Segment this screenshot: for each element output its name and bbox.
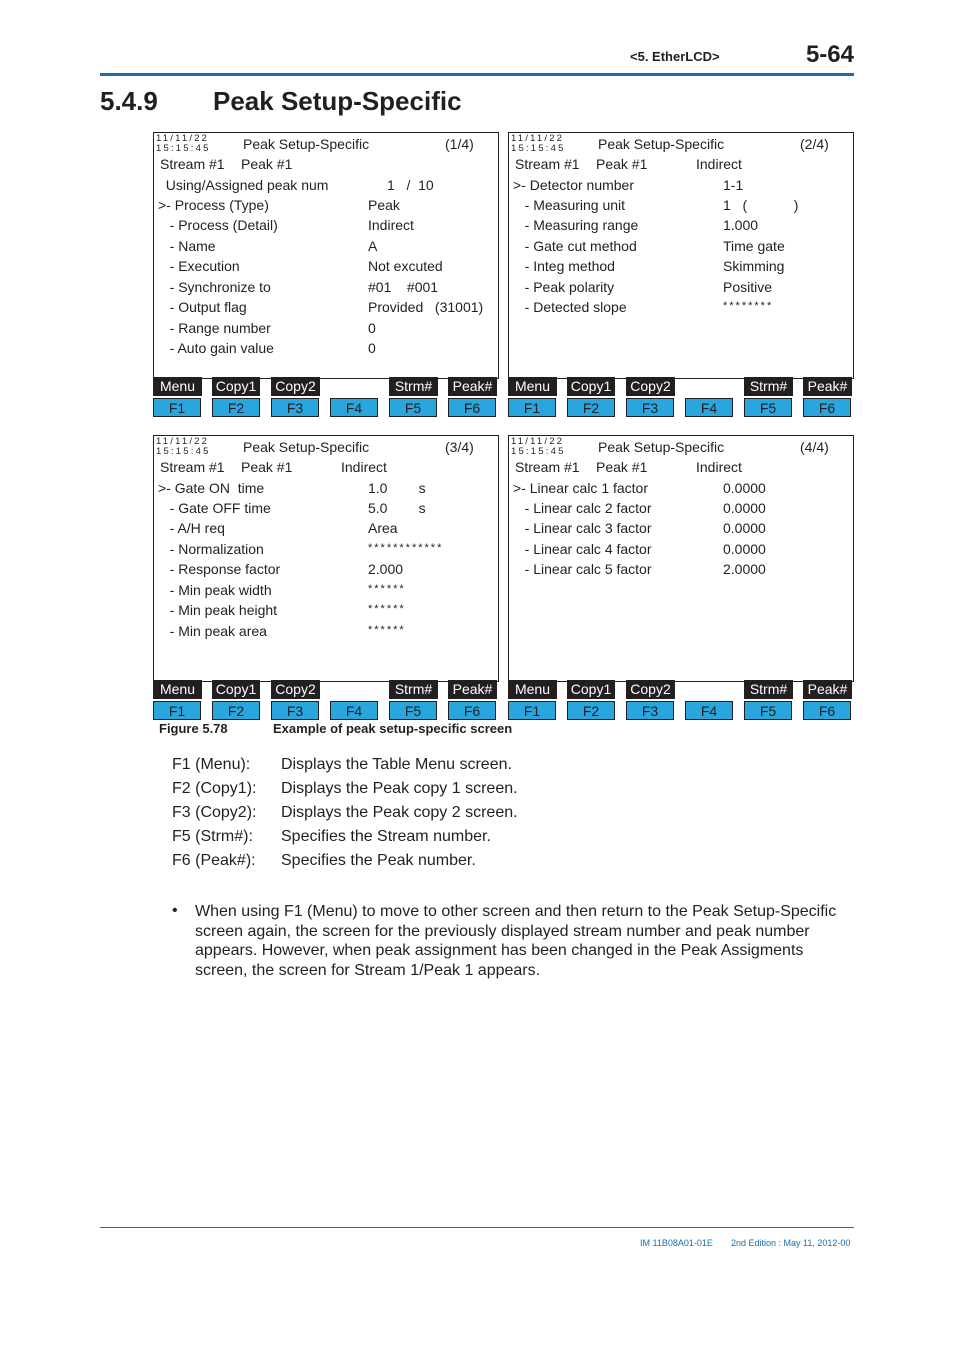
param-value[interactable]: A: [368, 238, 378, 254]
fkey-f6[interactable]: F6: [448, 398, 496, 417]
param-label[interactable]: - Response factor: [158, 561, 281, 577]
fkey-f3[interactable]: F3: [271, 398, 319, 417]
param-value[interactable]: Skimming: [723, 258, 785, 274]
lcd-display: [153, 132, 499, 379]
fkey-f1[interactable]: F1: [508, 398, 556, 417]
fkey-f2[interactable]: F2: [567, 398, 615, 417]
peak-setup-screen: [508, 435, 854, 722]
param-value[interactable]: 0: [368, 340, 376, 356]
peak-label: Peak #1: [596, 459, 648, 475]
param-value[interactable]: 0.0000: [723, 500, 766, 516]
function-key-name: F2 (Copy1):: [172, 780, 257, 797]
fkey-f4[interactable]: F4: [330, 398, 378, 417]
softkey-copy2[interactable]: Copy2: [626, 377, 675, 396]
param-value[interactable]: Not excuted: [368, 258, 443, 274]
header-rule: [100, 73, 854, 76]
param-label[interactable]: - Normalization: [158, 541, 264, 557]
softkey-copy2[interactable]: Copy2: [626, 680, 675, 699]
lcd-display: [508, 132, 854, 379]
param-value[interactable]: 1 / 10: [387, 177, 434, 193]
param-value[interactable]: 0.0000: [723, 541, 766, 557]
fkey-f5[interactable]: F5: [744, 701, 792, 720]
param-value[interactable]: Indirect: [368, 217, 414, 233]
note-text: When using F1 (Menu) to move to other screen and then return to the Peak Setup-Specific screen again, the screen for the previously displayed stream number and peak number appears. However, when peak assignment has been changed in the Peak Assigments screen, the screen for Stream 1/Peak 1 appears.: [195, 903, 837, 979]
function-key-name: F5 (Strm#):: [172, 828, 253, 845]
param-value[interactable]: 2.0000: [723, 561, 766, 577]
softkey-copy2[interactable]: Copy2: [271, 377, 320, 396]
peak-label: Peak #1: [241, 459, 293, 475]
fkey-f1[interactable]: F1: [153, 701, 201, 720]
stream-label: Stream #1: [515, 459, 580, 475]
mode-label: Indirect: [341, 459, 387, 475]
param-label[interactable]: - Process (Detail): [158, 217, 278, 233]
screen-title: Peak Setup-Specific: [243, 439, 370, 455]
param-label[interactable]: - Output flag: [158, 299, 247, 315]
softkey-strm-num[interactable]: Strm#: [389, 680, 438, 699]
page-indicator: (2/4): [800, 136, 829, 152]
peak-label: Peak #1: [241, 156, 293, 172]
param-label[interactable]: - Name: [158, 238, 216, 254]
function-key-description: Displays the Table Menu screen.: [281, 756, 512, 773]
stream-label: Stream #1: [160, 156, 225, 172]
param-label[interactable]: >- Process (Type): [158, 197, 269, 213]
fkey-f6[interactable]: F6: [803, 701, 851, 720]
note-bullet: •: [172, 902, 178, 919]
param-value[interactable]: 1.0 s: [368, 480, 426, 496]
param-value[interactable]: 1-1: [723, 177, 744, 193]
param-label[interactable]: - Measuring range: [513, 217, 639, 233]
screen-title: Peak Setup-Specific: [598, 136, 725, 152]
param-value[interactable]: 0.0000: [723, 480, 766, 496]
param-label[interactable]: - Gate cut method: [513, 238, 637, 254]
softkey-peak-num[interactable]: Peak#: [448, 377, 497, 396]
param-label[interactable]: - Gate OFF time: [158, 500, 271, 516]
function-key-name: F6 (Peak#):: [172, 852, 256, 869]
param-label[interactable]: - Peak polarity: [513, 279, 615, 295]
param-value[interactable]: ************: [368, 542, 444, 554]
page-indicator: (1/4): [445, 136, 474, 152]
param-value[interactable]: ******: [368, 624, 406, 636]
function-key-description: Specifies the Peak number.: [281, 852, 476, 869]
fkey-f1[interactable]: F1: [508, 701, 556, 720]
param-label[interactable]: - Range number: [158, 320, 271, 336]
chapter-label: <5. EtherLCD>: [630, 49, 720, 64]
page-indicator: (3/4): [445, 439, 474, 455]
param-label[interactable]: - A/H req: [158, 520, 225, 536]
softkey-strm-num[interactable]: Strm#: [389, 377, 438, 396]
param-label[interactable]: - Min peak width: [158, 582, 272, 598]
fkey-f2[interactable]: F2: [212, 398, 260, 417]
softkey-peak-num[interactable]: Peak#: [448, 680, 497, 699]
screen-title: Peak Setup-Specific: [598, 439, 725, 455]
footer-doc-number: IM 11B08A01-01E: [640, 1238, 713, 1248]
page-number: 5-64: [805, 41, 854, 68]
param-value[interactable]: ********: [723, 300, 774, 312]
fkey-f3[interactable]: F3: [271, 701, 319, 720]
function-key-name: F3 (Copy2):: [172, 804, 257, 821]
softkey-copy2[interactable]: Copy2: [271, 680, 320, 699]
softkey-strm-num[interactable]: Strm#: [744, 377, 793, 396]
fkey-f2[interactable]: F2: [567, 701, 615, 720]
softkey-copy1[interactable]: Copy1: [567, 377, 615, 396]
stream-label: Stream #1: [160, 459, 225, 475]
fkey-f2[interactable]: F2: [212, 701, 260, 720]
function-key-description: Specifies the Stream number.: [281, 828, 491, 845]
section-number: 5.4.9: [100, 86, 158, 116]
peak-label: Peak #1: [596, 156, 648, 172]
param-value[interactable]: ******: [368, 603, 406, 615]
param-label[interactable]: - Auto gain value: [158, 340, 274, 356]
param-label[interactable]: >- Linear calc 1 factor: [513, 480, 649, 496]
param-value[interactable]: #01 #001: [368, 279, 439, 295]
fkey-f3[interactable]: F3: [626, 398, 674, 417]
param-value[interactable]: Provided (31001): [368, 299, 484, 315]
fkey-f5[interactable]: F5: [389, 701, 437, 720]
param-value[interactable]: Time gate: [723, 238, 785, 254]
param-label[interactable]: - Min peak area: [158, 623, 267, 639]
stream-label: Stream #1: [515, 156, 580, 172]
param-value[interactable]: 2.000: [368, 561, 404, 577]
fkey-f4[interactable]: F4: [685, 398, 733, 417]
page-indicator: (4/4): [800, 439, 829, 455]
param-label[interactable]: - Synchronize to: [158, 279, 271, 295]
param-label[interactable]: - Min peak height: [158, 602, 278, 618]
softkey-copy1[interactable]: Copy1: [212, 377, 260, 396]
param-value[interactable]: Peak: [368, 197, 400, 213]
softkey-copy1[interactable]: Copy1: [212, 680, 260, 699]
footer-rule: [100, 1227, 854, 1228]
figure-caption: Example of peak setup-specific screen: [273, 721, 513, 736]
softkey-menu[interactable]: Menu: [508, 377, 557, 396]
param-value[interactable]: 0.0000: [723, 520, 766, 536]
peak-setup-screen: [153, 132, 499, 419]
param-label[interactable]: Using/Assigned peak num: [158, 177, 329, 193]
lcd-display: [508, 435, 854, 682]
softkey-menu[interactable]: Menu: [508, 680, 557, 699]
mode-label: Indirect: [696, 156, 742, 172]
fkey-f4[interactable]: F4: [685, 701, 733, 720]
param-label[interactable]: - Linear calc 5 factor: [513, 561, 652, 577]
param-value[interactable]: Area: [368, 520, 398, 536]
param-label[interactable]: - Integ method: [513, 258, 615, 274]
footer-edition: 2nd Edition : May 11, 2012-00: [731, 1238, 851, 1248]
param-value[interactable]: 0: [368, 320, 376, 336]
fkey-f6[interactable]: F6: [803, 398, 851, 417]
softkey-strm-num[interactable]: Strm#: [744, 680, 793, 699]
param-label[interactable]: >- Detector number: [513, 177, 634, 193]
fkey-f1[interactable]: F1: [153, 398, 201, 417]
datetime: 11/11/22 15:15:45: [156, 436, 211, 457]
peak-setup-screen: [153, 435, 499, 722]
param-label[interactable]: - Execution: [158, 258, 240, 274]
softkey-menu[interactable]: Menu: [153, 377, 202, 396]
section-title: Peak Setup-Specific: [213, 86, 462, 116]
softkey-peak-num[interactable]: Peak#: [803, 377, 852, 396]
softkey-copy1[interactable]: Copy1: [567, 680, 615, 699]
peak-setup-screen: [508, 132, 854, 419]
param-value[interactable]: 5.0 s: [368, 500, 426, 516]
param-value[interactable]: ******: [368, 583, 406, 595]
figure-number: Figure 5.78: [159, 721, 228, 736]
datetime: 11/11/22 15:15:45: [511, 133, 566, 154]
param-label[interactable]: - Linear calc 3 factor: [513, 520, 652, 536]
param-label[interactable]: - Measuring unit: [513, 197, 626, 213]
lcd-display: [153, 435, 499, 682]
function-key-description: Displays the Peak copy 2 screen.: [281, 804, 518, 821]
param-label[interactable]: >- Gate ON time: [158, 480, 265, 496]
fkey-f5[interactable]: F5: [389, 398, 437, 417]
fkey-f4[interactable]: F4: [330, 701, 378, 720]
param-label[interactable]: - Linear calc 2 factor: [513, 500, 652, 516]
datetime: 11/11/22 15:15:45: [511, 436, 566, 457]
mode-label: Indirect: [696, 459, 742, 475]
datetime: 11/11/22 15:15:45: [156, 133, 211, 154]
param-label[interactable]: - Detected slope: [513, 299, 627, 315]
function-key-description: Displays the Peak copy 1 screen.: [281, 780, 518, 797]
param-value[interactable]: Positive: [723, 279, 773, 295]
softkey-menu[interactable]: Menu: [153, 680, 202, 699]
param-value[interactable]: 1 ( ): [723, 197, 799, 213]
fkey-f3[interactable]: F3: [626, 701, 674, 720]
param-value[interactable]: 1.000: [723, 217, 759, 233]
function-key-name: F1 (Menu):: [172, 756, 251, 773]
fkey-f5[interactable]: F5: [744, 398, 792, 417]
param-label[interactable]: - Linear calc 4 factor: [513, 541, 652, 557]
screen-title: Peak Setup-Specific: [243, 136, 370, 152]
softkey-peak-num[interactable]: Peak#: [803, 680, 852, 699]
fkey-f6[interactable]: F6: [448, 701, 496, 720]
